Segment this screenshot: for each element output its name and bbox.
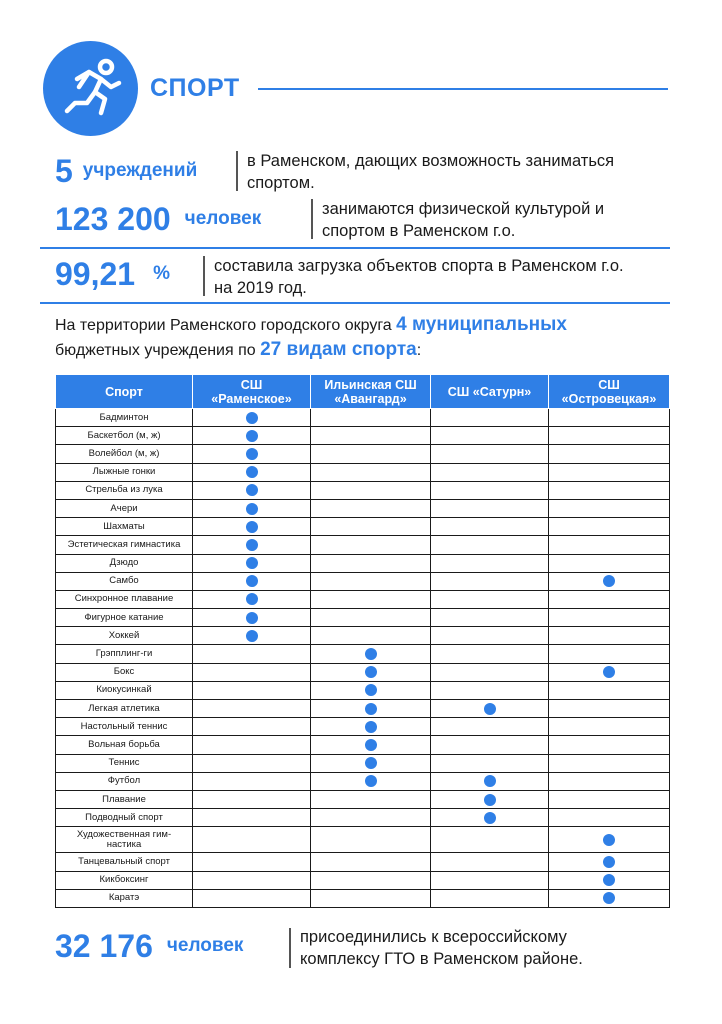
mark-cell [193,827,311,853]
mark-cell [193,518,311,536]
mark-cell [311,590,431,608]
intro-text: : [416,342,422,359]
divider-line [40,302,670,304]
table-row [56,627,670,645]
stat-number: 99,21 [55,256,136,292]
mark-cell [311,871,431,889]
available-dot-icon [246,484,258,496]
table-row [56,572,670,590]
sports-table [55,374,670,908]
sport-name-cell: Художественная гим- настика [56,827,193,853]
mark-cell [193,554,311,572]
mark-cell [549,871,670,889]
mark-cell [193,700,311,718]
table-row [56,609,670,627]
stat-gto [55,930,243,962]
mark-cell [311,645,431,663]
sport-name-cell: Стрельба из лука [56,481,193,499]
mark-cell [549,809,670,827]
mark-cell [193,445,311,463]
mark-cell [311,554,431,572]
intro-paragraph [55,313,675,363]
running-person-icon [57,57,125,119]
sport-name-cell: Бокс [56,663,193,681]
table-row [56,889,670,907]
stat-unit: учреждений [82,160,198,181]
available-dot-icon [246,521,258,533]
mark-cell [193,889,311,907]
sport-name-cell: Шахматы [56,518,193,536]
stat-divider [236,151,238,191]
available-dot-icon [484,775,496,787]
stat-description [214,255,669,299]
mark-cell [311,681,431,699]
sport-name-cell: Лыжные гонки [56,463,193,481]
available-dot-icon [246,593,258,605]
available-dot-icon [603,834,615,846]
mark-cell [193,772,311,790]
mark-cell [549,499,670,517]
sport-name-cell: Танцевальный спорт [56,853,193,871]
table-row [56,663,670,681]
mark-cell [431,736,549,754]
mark-cell [549,889,670,907]
table-row [56,590,670,608]
mark-cell [311,627,431,645]
intro-highlight: 27 видам спорта [260,339,417,360]
mark-cell [431,700,549,718]
available-dot-icon [365,721,377,733]
sport-name-cell: Футбол [56,772,193,790]
mark-cell [311,736,431,754]
mark-cell [193,481,311,499]
mark-cell [549,572,670,590]
table-row [56,536,670,554]
sport-name-cell: Самбо [56,572,193,590]
stat-description [247,150,667,194]
stat-desc-line: комплексу ГТО в Раменском районе. [300,950,583,968]
mark-cell [431,609,549,627]
mark-cell [431,853,549,871]
available-dot-icon [246,575,258,587]
mark-cell [431,481,549,499]
sport-name-cell: Легкая атлетика [56,700,193,718]
stat-desc-line: спортом в Раменском г.о. [322,222,516,240]
mark-cell [549,645,670,663]
mark-cell [193,627,311,645]
mark-cell [311,518,431,536]
available-dot-icon [603,874,615,886]
mark-cell [431,627,549,645]
table-row [56,718,670,736]
stat-institutions [55,155,197,187]
mark-cell [549,754,670,772]
mark-cell [193,754,311,772]
table-row [56,700,670,718]
mark-cell [549,536,670,554]
stat-load [55,258,170,290]
intro-highlight: 4 муниципальных [396,314,567,335]
mark-cell [431,445,549,463]
mark-cell [549,827,670,853]
mark-cell [431,889,549,907]
mark-cell [311,853,431,871]
stat-desc-line: на 2019 год. [214,279,307,297]
mark-cell [193,463,311,481]
stat-description [300,926,670,970]
column-header-line: Спорт [105,384,143,399]
mark-cell [311,481,431,499]
mark-cell [311,463,431,481]
mark-cell [311,889,431,907]
available-dot-icon [246,430,258,442]
mark-cell [193,871,311,889]
available-dot-icon [246,539,258,551]
table-row [56,445,670,463]
available-dot-icon [603,575,615,587]
available-dot-icon [365,684,377,696]
mark-cell [311,754,431,772]
column-header-line: СШ [240,377,263,392]
sport-name-cell: Эстетическая гимнастика [56,536,193,554]
available-dot-icon [246,503,258,515]
stat-desc-line: присоединились к всероссийскому [300,928,567,946]
sport-name-cell: Хоккей [56,627,193,645]
mark-cell [311,700,431,718]
mark-cell [193,409,311,427]
available-dot-icon [484,812,496,824]
mark-cell [311,609,431,627]
available-dot-icon [365,648,377,660]
table-row [56,772,670,790]
mark-cell [193,572,311,590]
column-header-line: «Раменское» [211,391,292,406]
table-row [56,409,670,427]
mark-cell [193,609,311,627]
mark-cell [193,809,311,827]
table-row [56,790,670,808]
table-row [56,871,670,889]
column-header [56,375,193,409]
mark-cell [549,790,670,808]
mark-cell [431,827,549,853]
sport-name-cell: Синхронное плавание [56,590,193,608]
mark-cell [193,590,311,608]
intro-text: На территории Раменского городского округа [55,317,397,334]
available-dot-icon [246,448,258,460]
table-body [56,409,670,908]
sport-name-cell: Волейбол (м, ж) [56,445,193,463]
mark-cell [431,554,549,572]
sport-name-cell: Плавание [56,790,193,808]
sport-name-cell: Теннис [56,754,193,772]
column-header [193,375,311,409]
table-row [56,681,670,699]
mark-cell [311,827,431,853]
mark-cell [431,681,549,699]
mark-cell [193,736,311,754]
mark-cell [193,645,311,663]
available-dot-icon [484,703,496,715]
mark-cell [431,463,549,481]
title-divider [258,88,668,90]
sport-name-cell: Грэпплинг-ги [56,645,193,663]
stat-people [55,203,261,235]
column-header [311,375,431,409]
available-dot-icon [365,775,377,787]
mark-cell [549,700,670,718]
mark-cell [549,518,670,536]
available-dot-icon [365,757,377,769]
mark-cell [431,536,549,554]
stat-unit: человек [184,208,262,229]
sport-name-cell: Ачери [56,499,193,517]
mark-cell [311,809,431,827]
mark-cell [431,663,549,681]
mark-cell [311,663,431,681]
sport-name-cell: Киокусинкай [56,681,193,699]
mark-cell [431,718,549,736]
mark-cell [431,499,549,517]
mark-cell [311,790,431,808]
mark-cell [549,772,670,790]
table-row [56,736,670,754]
available-dot-icon [365,703,377,715]
stat-desc-line: занимаются физической культурой и [322,200,605,218]
table-row [56,554,670,572]
table-row [56,427,670,445]
section-title: СПОРТ [150,74,240,102]
mark-cell [431,427,549,445]
sport-name-cell: Каратэ [56,889,193,907]
table-row [56,499,670,517]
mark-cell [311,718,431,736]
stat-description [322,198,667,242]
table-row [56,481,670,499]
mark-cell [549,681,670,699]
table-row [56,853,670,871]
mark-cell [193,536,311,554]
mark-cell [549,481,670,499]
mark-cell [549,445,670,463]
mark-cell [193,499,311,517]
sport-name-cell: Фигурное катание [56,609,193,627]
column-header-line: «Островецкая» [561,391,657,406]
mark-cell [193,853,311,871]
mark-cell [549,627,670,645]
mark-cell [311,536,431,554]
mark-cell [193,718,311,736]
stat-divider [289,928,291,968]
mark-cell [311,409,431,427]
available-dot-icon [246,630,258,642]
mark-cell [431,409,549,427]
sport-name-cell: Кикбоксинг [56,871,193,889]
sport-name-cell: Настольный теннис [56,718,193,736]
available-dot-icon [365,666,377,678]
stat-desc-line: в Раменском, дающих возможность заниматься [247,152,615,170]
mark-cell [431,572,549,590]
mark-cell [311,499,431,517]
mark-cell [431,809,549,827]
column-header [549,375,670,409]
table-row [56,463,670,481]
available-dot-icon [603,666,615,678]
mark-cell [549,409,670,427]
mark-cell [193,681,311,699]
mark-cell [311,445,431,463]
table-row [56,518,670,536]
mark-cell [311,772,431,790]
available-dot-icon [603,856,615,868]
stat-unit: % [153,263,170,284]
sport-name-cell: Вольная борьба [56,736,193,754]
stat-divider [203,256,205,296]
available-dot-icon [246,412,258,424]
stat-number: 123 200 [55,201,171,237]
column-header-line: Ильинская СШ [324,377,417,392]
mark-cell [549,736,670,754]
divider-line [40,247,670,249]
mark-cell [431,645,549,663]
available-dot-icon [603,892,615,904]
mark-cell [311,572,431,590]
available-dot-icon [365,739,377,751]
mark-cell [549,427,670,445]
table-row [56,754,670,772]
available-dot-icon [246,612,258,624]
column-header-line: «Авангард» [334,391,407,406]
stat-number: 5 [55,153,73,189]
mark-cell [549,718,670,736]
table-row [56,645,670,663]
mark-cell [193,427,311,445]
column-header-line: СШ [598,377,620,392]
sport-name-cell: Баскетбол (м, ж) [56,427,193,445]
mark-cell [431,754,549,772]
table-row [56,827,670,853]
available-dot-icon [484,794,496,806]
stat-unit: человек [166,935,244,956]
sport-name-cell: Подводный спорт [56,809,193,827]
available-dot-icon [246,466,258,478]
stat-desc-line: спортом. [247,174,315,192]
stat-number: 32 176 [55,928,153,964]
sport-logo [43,41,138,136]
mark-cell [431,772,549,790]
mark-cell [431,518,549,536]
mark-cell [431,871,549,889]
mark-cell [193,790,311,808]
mark-cell [549,590,670,608]
stat-divider [311,199,313,239]
mark-cell [549,853,670,871]
mark-cell [193,663,311,681]
sport-name-cell: Дзюдо [56,554,193,572]
mark-cell [549,463,670,481]
column-header [431,375,549,409]
table-row [56,809,670,827]
mark-cell [431,790,549,808]
mark-cell [549,554,670,572]
mark-cell [311,427,431,445]
mark-cell [431,590,549,608]
intro-text: бюджетных учреждения по [55,342,261,359]
available-dot-icon [246,557,258,569]
stat-desc-line: составила загрузка объектов спорта в Раменском г.о. [214,257,624,275]
mark-cell [549,663,670,681]
sport-name-cell: Бадминтон [56,409,193,427]
table-header-row [56,375,670,409]
column-header-line: СШ «Сатурн» [447,384,532,399]
mark-cell [549,609,670,627]
